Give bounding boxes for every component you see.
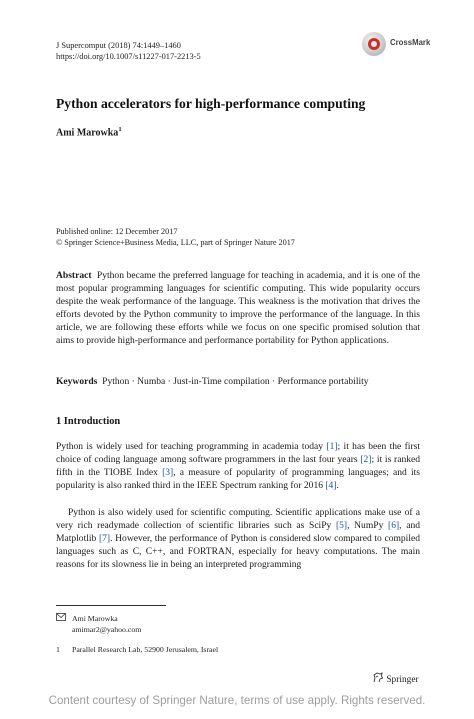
publisher-name: Springer bbox=[386, 675, 419, 685]
keywords-text: Python · Numba · Just-in-Time compilation · Performance portability bbox=[102, 376, 369, 387]
author-name: Ami Marowka bbox=[56, 127, 119, 139]
springer-logo bbox=[372, 672, 419, 685]
affiliation-text: Parallel Research Lab, 52900 Jerusalem, Israel bbox=[72, 645, 219, 654]
keywords-label: Keywords bbox=[56, 376, 98, 387]
citation-link[interactable]: [1] bbox=[326, 441, 338, 452]
affiliation-footnote bbox=[56, 644, 218, 655]
crossmark-icon bbox=[362, 32, 386, 56]
text-run: , NumPy bbox=[347, 519, 389, 531]
contact-email[interactable]: amimar2@yahoo.com bbox=[72, 625, 142, 634]
abstract-label: Abstract bbox=[56, 270, 92, 281]
abstract-text: Python became the preferred language for teaching in academia, and it is one of the most popular programming languages for scientific computing. This wide popularity occurs despite the weak performance of the language. This weakness is the motivation that drives the efforts devoted by the Python community to improve the performance of the language. In this article, we are following these efforts while we focus on one specific promised solution that aims to provide high-performance and performance portability for Python applications. bbox=[56, 270, 420, 346]
crossmark-badge[interactable] bbox=[362, 32, 442, 60]
contact-footnote bbox=[56, 613, 141, 635]
envelope-icon bbox=[56, 613, 72, 624]
text-run: , a measure of popularity of programming languages; and its popularity is also ranked third in the IEEE Spectrum ranking for 2016 bbox=[56, 466, 421, 491]
abstract bbox=[56, 270, 420, 348]
paper-title: Python accelerators for high-performance computing bbox=[56, 96, 366, 111]
watermark-text: Content courtesy of Springer Nature, terms of use apply. Rights reserved. bbox=[48, 694, 426, 707]
text-run: Python is also widely used for scientific computing. Scientific applications make use of a very rich readymade collection of scientific libraries such as SciPy bbox=[56, 507, 420, 531]
springer-horse-icon bbox=[372, 675, 384, 685]
crossmark-label: CrossMark bbox=[390, 38, 431, 47]
journal-citation: J Supercomput (2018) 74:1449–1460 bbox=[56, 41, 181, 50]
copyright-notice: © Springer Science+Business Media, LLC, part of Springer Nature 2017 bbox=[56, 238, 295, 247]
keywords bbox=[56, 376, 420, 389]
citation-link[interactable]: [7] bbox=[98, 532, 111, 544]
author-affiliation-mark: 1 bbox=[118, 126, 122, 133]
text-run: Python is widely used for teaching programming in academia today bbox=[56, 441, 327, 452]
intro-paragraph-1 bbox=[56, 441, 420, 493]
citation-link[interactable]: [4] bbox=[325, 479, 337, 491]
published-date: Published online: 12 December 2017 bbox=[56, 227, 178, 236]
citation-link[interactable]: [2] bbox=[360, 453, 372, 465]
author-line bbox=[56, 126, 122, 138]
journal-doi[interactable]: https://doi.org/10.1007/s11227-017-2213-5 bbox=[56, 52, 201, 61]
text-run: ; it is ranked fifth in the TIOBE Index bbox=[56, 453, 421, 478]
section-heading-introduction: 1 Introduction bbox=[56, 416, 121, 427]
text-run: . However, the performance of Python is considered slow compared to compiled languages such as C, C++, and FORTRAN, especially for heavy computations. The main reasons for its slowness lie in being an interpreted programming bbox=[56, 532, 420, 570]
contact-name: Ami Marowka bbox=[72, 614, 118, 623]
citation-link[interactable]: [6] bbox=[388, 519, 400, 531]
footnote-divider bbox=[56, 605, 166, 606]
citation-link[interactable]: [3] bbox=[162, 466, 174, 478]
journal-meta bbox=[56, 40, 201, 62]
affiliation-number: 1 bbox=[56, 645, 60, 654]
publication-info bbox=[56, 226, 295, 248]
text-run: . bbox=[336, 479, 339, 491]
intro-paragraph-2 bbox=[56, 507, 420, 572]
citation-link[interactable]: [5] bbox=[335, 519, 348, 531]
text-run: , and Matplotlib bbox=[56, 519, 420, 544]
text-run: ; it has been the first choice of coding language among software programmers in the last four years bbox=[56, 441, 420, 465]
